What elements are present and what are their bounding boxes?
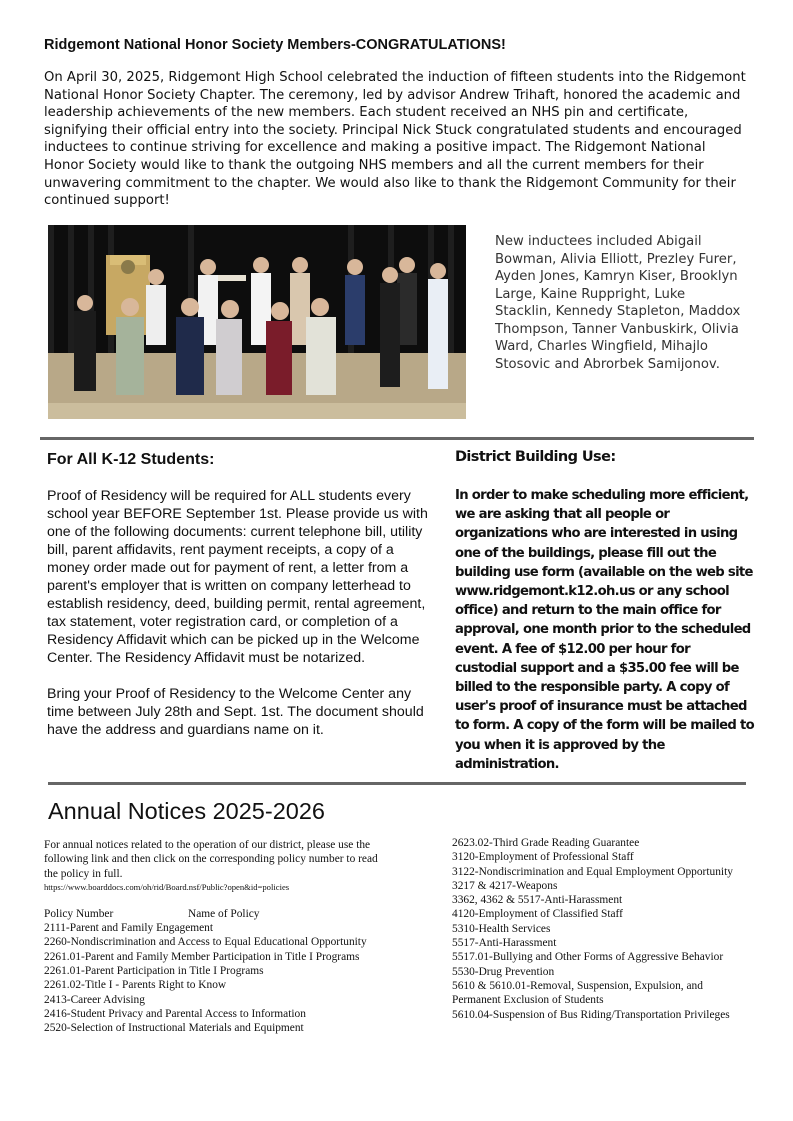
section-divider <box>48 782 746 785</box>
group-photo <box>48 225 466 419</box>
article-title: Ridgemont National Honor Society Members-CONGRATULATIONS! <box>44 37 506 53</box>
annual-notices-right-column <box>452 836 752 1022</box>
policy-name-header: Name of Policy <box>188 907 260 920</box>
residency-paragraph: Proof of Residency will be required for ALL students every school year BEFORE September 1st. Please provide us with one of the following documents: current telephone bill, utility bill, parent affidavits, rent payment receipts, a copy of a money order made out for payment of rent, a letter from a parent's employer that is written on company letterhead to establish residency, deed, building permit, rental agreement, tax statement, voter registration card, or completion of a Residency Affidavit which can be picked up in the Welcome Center. The Residency Affidavit must be notarized. <box>47 488 428 666</box>
annual-notices-left-column <box>44 838 394 1036</box>
annual-notices-intro: For annual notices related to the operation of our district, please use the following link and then click on the corresponding policy number to read the policy in full. <box>44 839 378 880</box>
policy-item: 4120-Employment of Classified Staff <box>452 908 623 921</box>
policies-link[interactable]: https://www.boarddocs.com/oh/rid/Board.nsf/Public?open&id=policies <box>44 881 290 892</box>
annual-notices-title: Annual Notices 2025-2026 <box>48 798 325 824</box>
policy-item: 2111-Parent and Family Engagement <box>44 922 214 935</box>
section-divider <box>40 437 754 440</box>
policy-item: 5517.01-Bullying and Other Forms of Aggressive Behavior <box>452 951 724 964</box>
policy-item: 2623.02-Third Grade Reading Guarantee <box>452 837 640 849</box>
policy-table-header <box>44 907 394 921</box>
policy-item: 2413-Career Advising <box>44 993 145 1006</box>
policy-item: 3122-Nondiscrimination and Equal Employment Opportunity <box>452 865 733 878</box>
article-intro: On April 30, 2025, Ridgemont High School celebrated the induction of fifteen students into the Ridgemont National Honor Society Chapter. The ceremony, led by advisor Andrew Trihaft, honored the academic and leadership achievements of the new members. Each student received an NHS pin and certificate, signifying their official entry into the society. Principal Nick Stuck congratulated students and encouraged inductees to continue striving for excellence and making a positive impact. The Ridgemont National Honor Society would like to thank the outgoing NHS members and all the current members for their unwavering commitment to the chapter. We would also like to thank the Ridgemont Community for their continued support! <box>44 70 746 209</box>
policy-item: 5530-Drug Prevention <box>452 965 555 978</box>
policy-item: 3362, 4362 & 5517-Anti-Harassment <box>452 894 623 907</box>
policy-item: 2520-Selection of Instructional Materials and Equipment <box>44 1022 304 1035</box>
district-section-title: District Building Use: <box>455 449 616 465</box>
k12-section-title: For All K-12 Students: <box>47 451 215 468</box>
policy-item: 2261.01-Parent and Family Member Participation in Title I Programs <box>44 950 360 963</box>
district-section-body: In order to make scheduling more efficient, we are asking that all people or organizations who are interested in using one of the buildings, please fill out the building use form (available on the web site www.ridgemont.k12.oh.us or any school office) and return to the main office for approval, one month prior to the scheduled event. A fee of $12.00 per hour for custodial support and a $35.00 fee will be billed to the responsible party. A copy of user's proof of insurance must be attached to form. A copy of the form will be mailed to you when it is approved by the administration. <box>455 488 754 772</box>
policy-item: 3120-Employment of Professional Staff <box>452 851 634 864</box>
policy-item: 2261.02-Title I - Parents Right to Know <box>44 979 227 992</box>
welcome-center-paragraph: Bring your Proof of Residency to the Welcome Center any time between July 28th and Sept. 1st. The document should have the address and guardians name on it. <box>47 686 424 738</box>
inductees-list: New inductees included Abigail Bowman, Alivia Elliott, Prezley Furer, Ayden Jones, Kamryn Kiser, Brooklyn Large, Kaine Ruppright, Luke Stacklin, Kennedy Stapleton, Maddox Thompson, Tanner Vanbuskirk, Olivia Ward, Charles Wingfield, Mihajlo Stosovic and Abrorbek Samijonov. <box>495 234 741 372</box>
policy-item: 5610.04-Suspension of Bus Riding/Transportation Privileges <box>452 1008 730 1021</box>
policy-item: 3217 & 4217-Weapons <box>452 879 558 892</box>
policy-item: 5610 & 5610.01-Removal, Suspension, Expulsion, and Permanent Exclusion of Students <box>452 979 703 1007</box>
policy-item: 2416-Student Privacy and Parental Access to Information <box>44 1007 306 1020</box>
policy-item: 2261.01-Parent Participation in Title I Programs <box>44 965 264 978</box>
policy-item: 2260-Nondiscrimination and Access to Equal Educational Opportunity <box>44 936 367 949</box>
policy-number-header: Policy Number <box>44 907 114 920</box>
policy-item: 5517-Anti-Harassment <box>452 937 557 950</box>
policy-item: 5310-Health Services <box>452 922 551 935</box>
k12-section-body <box>47 487 439 757</box>
